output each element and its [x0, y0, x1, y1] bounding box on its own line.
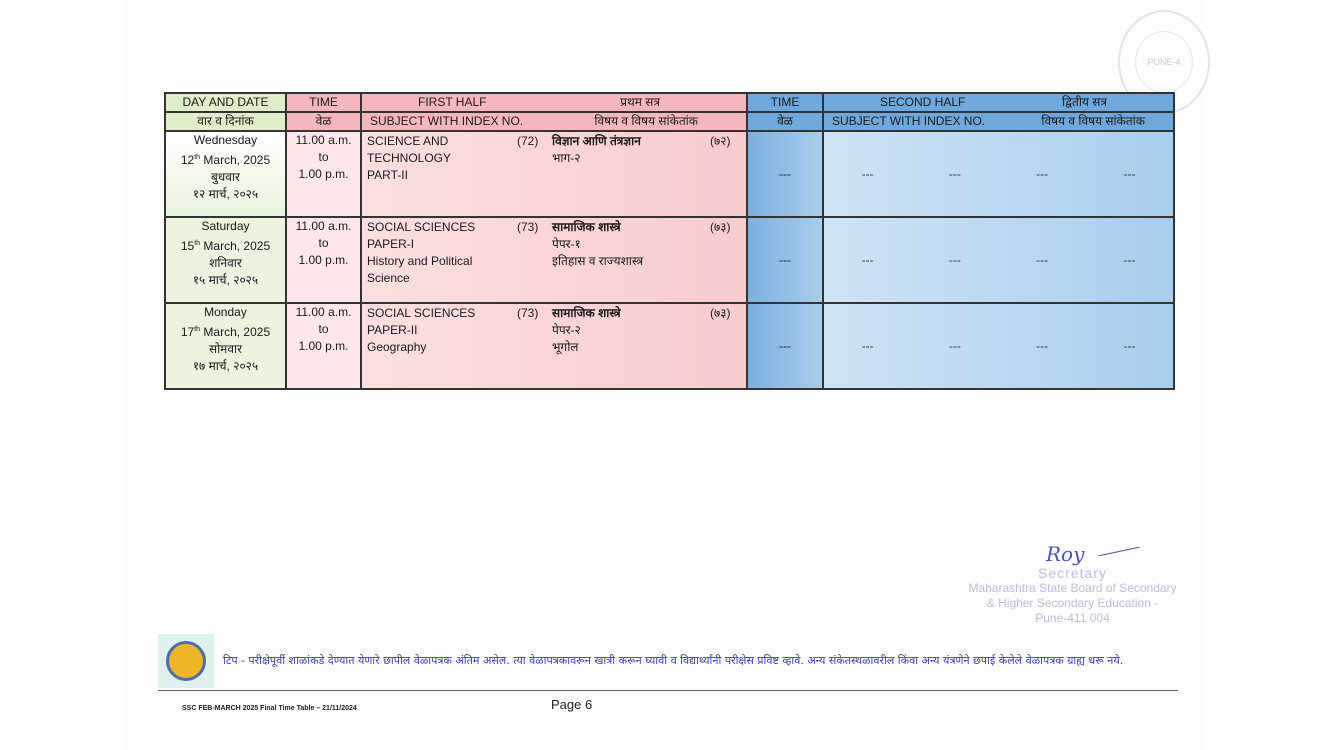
table-row: [165, 131, 1174, 217]
date-text-mr: १७ मार्च, २०२५: [192, 359, 259, 373]
subject-mr: सामाजिक शास्त्रे पेपर-२ भूगोल: [552, 306, 621, 354]
time-to-word: to: [318, 236, 329, 250]
first-half-subject-cell: [361, 303, 747, 389]
header-day-date: DAY AND DATE: [165, 93, 286, 112]
stamp-line-2: & Higher Secondary Education -: [986, 596, 1159, 610]
header-subject-second: [823, 112, 1174, 131]
dash: ---: [948, 339, 961, 353]
dash: ---: [1036, 339, 1049, 353]
subject-mr: सामाजिक शास्त्रे पेपर-१ इतिहास व राज्यशास्त्र: [552, 220, 644, 268]
stamp-line-1: Maharashtra State Board of Secondary: [968, 581, 1177, 595]
index-mr: (७३): [710, 220, 731, 234]
time-to: 1.00 p.m.: [298, 253, 349, 267]
subject-index-label-mr-second: विषय व विषय सांकेतांक: [1041, 114, 1145, 128]
header-day-date-mr: वार व दिनांक: [165, 112, 286, 131]
time-to-word: to: [318, 150, 329, 164]
day-name-mr: शनिवार: [209, 256, 242, 270]
seal-center-text: PUNE-4: [1135, 31, 1193, 93]
index-en: (73): [517, 306, 539, 320]
page-number: Page 6: [551, 697, 593, 712]
subject-en: SCIENCE AND TECHNOLOGY PART-II: [367, 134, 452, 182]
footer-document-label: SSC FEB-MARCH 2025 Final Time Table – 21/11/2024: [182, 705, 357, 712]
date-text: 15th March, 2025: [180, 239, 271, 253]
timetable: [164, 92, 1175, 390]
signature-scribble: Roy: [1046, 542, 1085, 566]
dash: ---: [1036, 167, 1049, 181]
board-emblem-icon: [158, 634, 214, 688]
dash: ---: [861, 167, 874, 181]
header-time-mr-second: वेळ: [747, 112, 823, 131]
time-from: 11.00 a.m.: [295, 305, 352, 319]
table-row: [165, 303, 1174, 389]
subject-en: SOCIAL SCIENCES PAPER-I History and Political Science: [367, 220, 476, 285]
secretary-stamp: [960, 566, 1185, 626]
time-from: 11.00 a.m.: [295, 133, 352, 147]
time-cell: [286, 131, 361, 217]
footer-divider: [158, 690, 1178, 691]
time-from: 11.00 a.m.: [295, 219, 352, 233]
time-to-word: to: [318, 322, 329, 336]
dash: ---: [1123, 167, 1136, 181]
subject-en: SOCIAL SCIENCES PAPER-II Geography: [367, 306, 476, 354]
first-half-subject-cell: [361, 131, 747, 217]
header-first-half: [361, 93, 747, 112]
subject-mr: विज्ञान आणि तंत्रज्ञान भाग-२: [552, 134, 641, 165]
header-row-1: [165, 93, 1174, 112]
second-time-cell: ---: [747, 217, 823, 303]
first-half-label: FIRST HALF: [418, 95, 487, 109]
day-date-cell: [165, 131, 286, 217]
date-text-mr: १५ मार्च, २०२५: [192, 273, 259, 287]
second-half-subject-cell: [823, 131, 1174, 217]
time-to: 1.00 p.m.: [298, 339, 349, 353]
day-name-mr: सोमवार: [208, 342, 243, 356]
day-name: Saturday: [201, 219, 250, 233]
table-row: [165, 217, 1174, 303]
header-subject-first: [361, 112, 747, 131]
dash: ---: [948, 253, 961, 267]
header-time-mr: वेळ: [286, 112, 361, 131]
dash: ---: [948, 167, 961, 181]
second-half-label: SECOND HALF: [880, 95, 966, 109]
dash: ---: [1123, 339, 1136, 353]
second-half-subject-cell: [823, 217, 1174, 303]
index-mr: (७३): [710, 306, 731, 320]
day-date-cell: [165, 217, 286, 303]
index-mr: (७२): [710, 134, 731, 148]
first-half-label-mr: प्रथम सत्र: [620, 95, 660, 109]
dash: ---: [861, 339, 874, 353]
secretary-title: Secretary: [1038, 565, 1107, 581]
day-date-cell: [165, 303, 286, 389]
footer-notice: टिप - परीक्षेपूर्वी शाळांकडे देण्यात येणारे छापील वेळापत्रक अंतिम असेल. त्या वेळापत्रकावरून खात्री करून घ्यावी व विद्यार्थ्यांनी परीक्षेस प्रविष्ट व्हावे. अन्य संकेतस्थळावरील किंवा अन्य यंत्रणेने छपाई केलेले वेळापत्रक ग्राह्य धरू नये.: [223, 654, 1124, 667]
header-time-first: TIME: [286, 93, 361, 112]
time-cell: [286, 217, 361, 303]
dash: ---: [1036, 253, 1049, 267]
dash: ---: [1123, 253, 1136, 267]
second-time-cell: ---: [747, 303, 823, 389]
second-half-subject-cell: [823, 303, 1174, 389]
header-row-2: [165, 112, 1174, 131]
stamp-line-3: Pune-411 004: [1035, 611, 1110, 625]
second-time-cell: ---: [747, 131, 823, 217]
time-to: 1.00 p.m.: [298, 167, 349, 181]
date-text: 12th March, 2025: [180, 153, 271, 167]
index-en: (73): [517, 220, 539, 234]
time-cell: [286, 303, 361, 389]
subject-index-label-mr: विषय व विषय सांकेतांक: [594, 114, 698, 128]
header-second-half: [823, 93, 1174, 112]
day-name: Monday: [204, 305, 247, 319]
subject-index-label: SUBJECT WITH INDEX NO.: [370, 114, 524, 128]
date-text: 17th March, 2025: [180, 325, 271, 339]
subject-index-label-second: SUBJECT WITH INDEX NO.: [832, 114, 986, 128]
day-name-mr: बुधवार: [211, 170, 240, 184]
dash: ---: [861, 253, 874, 267]
first-half-subject-cell: [361, 217, 747, 303]
day-name: Wednesday: [193, 133, 258, 147]
header-time-second: TIME: [747, 93, 823, 112]
date-text-mr: १२ मार्च, २०२५: [192, 187, 259, 201]
second-half-label-mr: द्वितीय सत्र: [1062, 95, 1107, 109]
index-en: (72): [517, 134, 539, 148]
